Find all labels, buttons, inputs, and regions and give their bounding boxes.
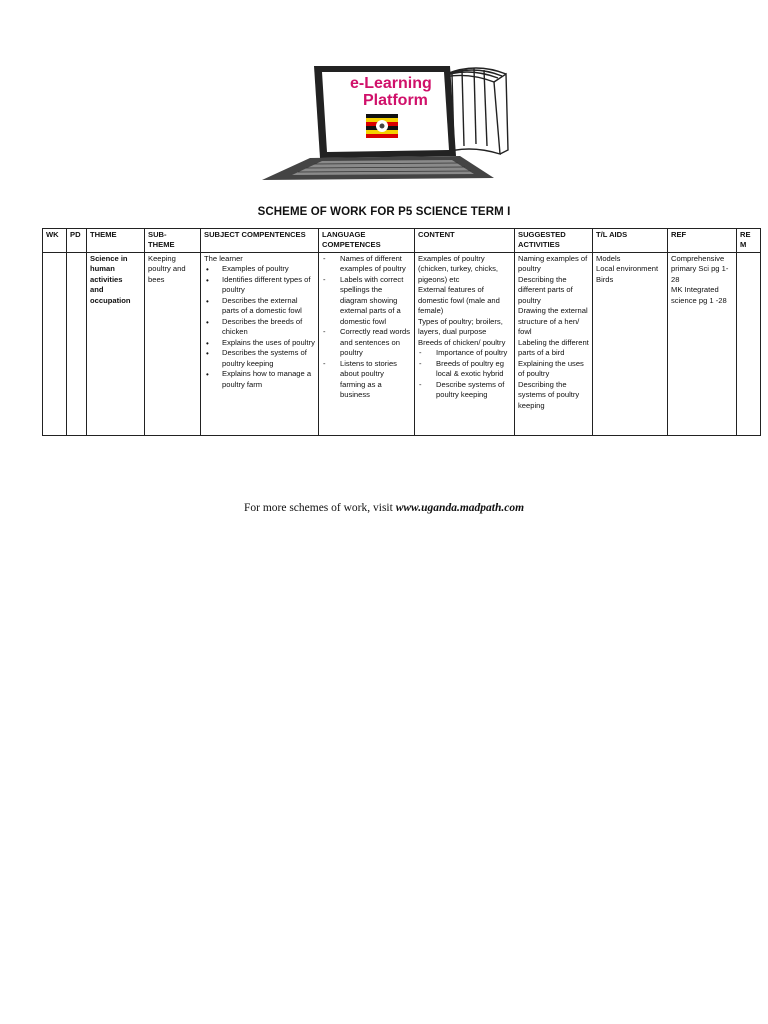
cell-wk <box>43 253 67 436</box>
list-item: - Importance of poultry <box>418 348 511 358</box>
table-header-row <box>43 229 761 253</box>
cell-pd <box>67 253 87 436</box>
list-item: • Examples of poultry <box>204 264 315 274</box>
header-subject-competences: SUBJECT COMPENTENCES <box>201 229 319 253</box>
list-item: • Describes the breeds of chicken <box>204 317 315 338</box>
list-item: - Describe systems of poultry keeping <box>418 380 511 401</box>
list-item: • Identifies different types of poultry <box>204 275 315 296</box>
header-pd: PD <box>67 229 87 253</box>
cell-language-competences <box>319 253 415 436</box>
cell-sub-theme: Keeping poultry and bees <box>145 253 201 436</box>
list-item: - Listens to stories about poultry farming as a business <box>322 359 411 401</box>
cell-tl-aids: Models Local environment Birds <box>593 253 668 436</box>
cell-suggested-activities: Naming examples of poultry Describing the different parts of poultry Drawing the external structure of a hen/ fowl Labeling the different parts of a bird Explaining the uses of poultry Describing the systems of poultry keeping <box>515 253 593 436</box>
header-suggested-activities: SUGGESTED ACTIVITIES <box>515 229 593 253</box>
header-wk: WK <box>43 229 67 253</box>
cell-theme: Science in human activities and occupation <box>87 253 145 436</box>
header-theme: THEME <box>87 229 145 253</box>
list-item: • Explains the uses of poultry <box>204 338 315 348</box>
list-item: • Explains how to manage a poultry farm <box>204 369 315 390</box>
list-item: - Names of different examples of poultry <box>322 254 411 275</box>
madpath-link[interactable]: www.uganda.madpath.com <box>395 502 525 514</box>
table-row <box>43 253 761 436</box>
footer-prefix: For more schemes of work, visit <box>243 502 396 514</box>
list-item: • Describes the systems of poultry keeping <box>204 348 315 369</box>
logo-line-2: Platform <box>363 92 428 109</box>
list-item: - Correctly read words and sentences on poultry <box>322 327 411 358</box>
logo-line-1: e-Learning <box>350 75 432 92</box>
list-item: • Describes the external parts of a domestic fowl <box>204 296 315 317</box>
header-sub-theme: SUB- THEME <box>145 229 201 253</box>
cell-content: Examples of poultry (chicken, turkey, chicks, pigeons) etc External features of domestic fowl (male and female) Types of poultry; broilers, layers, dual purpose Breeds of chicken/ poultry - Importance of poultry - Breeds of poultry eg local & exotic hybrid - Describe systems of poultry keeping <box>415 253 515 436</box>
header-tl-aids: T/L AIDS <box>593 229 668 253</box>
cell-subject-competences: The learner • Examples of poultry • Identifies different types of poultry • Describes the external parts of a domestic fowl • Describes the breeds of chicken • Explains the uses of poultry • Describes the systems of poultry keeping • Explains how to manage a poultry farm <box>201 253 319 436</box>
header-remarks: RE M <box>737 229 761 253</box>
header-language-competences: LANGUAGE COMPETENCES <box>319 229 415 253</box>
list-item: - Labels with correct spellings the diagram showing external parts of a domestic fowl <box>322 275 411 327</box>
cell-remarks <box>737 253 761 436</box>
cell-ref: Comprehensive primary Sci pg 1-28 MK Integrated science pg 1 -28 <box>668 253 737 436</box>
scheme-of-work-table <box>42 228 761 436</box>
document-title: SCHEME OF WORK FOR P5 SCIENCE TERM I <box>257 206 511 218</box>
header-content: CONTENT <box>415 229 515 253</box>
elearning-platform-logo <box>262 62 510 180</box>
list-item: - Breeds of poultry eg local & exotic hybrid <box>418 359 511 380</box>
header-ref: REF <box>668 229 737 253</box>
footer-note <box>0 502 768 514</box>
